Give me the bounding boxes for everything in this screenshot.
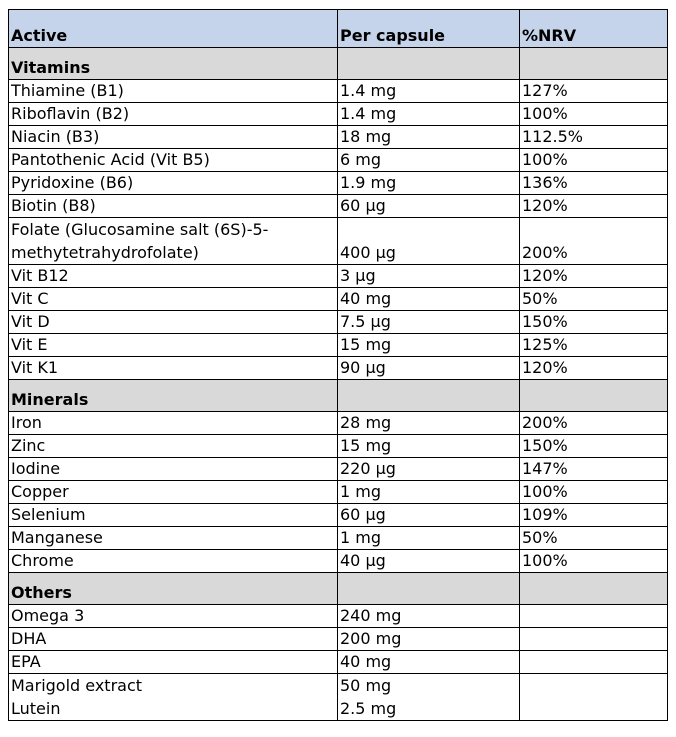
header-active: Active — [9, 10, 338, 48]
table-row — [9, 628, 668, 651]
nutrient-name: Pantothenic Acid (Vit B5) — [9, 149, 338, 172]
nutrient-amount-line: 2.5 mg — [340, 699, 397, 718]
nutrient-amount: 1.4 mg — [338, 80, 520, 103]
nutrient-nrv: 100% — [520, 550, 668, 573]
table-row — [9, 481, 668, 504]
nutrient-nrv: 125% — [520, 334, 668, 357]
nutrient-amount: 1 mg — [338, 481, 520, 504]
header-per-capsule: Per capsule — [338, 10, 520, 48]
table-row — [9, 412, 668, 435]
nutrient-nrv: 100% — [520, 103, 668, 126]
nutrient-nrv: 150% — [520, 311, 668, 334]
nutrient-name: Folate (Glucosamine salt (6S)-5-methytetrahydrofolate) — [9, 218, 338, 265]
table-row — [9, 674, 668, 721]
nutrient-amount: 220 µg — [338, 458, 520, 481]
nutrient-nrv — [520, 628, 668, 651]
nutrient-name: Vit E — [9, 334, 338, 357]
nutrient-name: Copper — [9, 481, 338, 504]
nutrient-name: Vit D — [9, 311, 338, 334]
nutrient-nrv: 112.5% — [520, 126, 668, 149]
section-minerals — [9, 380, 668, 412]
nutrient-amount: 28 mg — [338, 412, 520, 435]
header-nrv: %NRV — [520, 10, 668, 48]
nutrient-nrv: 50% — [520, 288, 668, 311]
nutrient-amount: 1.4 mg — [338, 103, 520, 126]
nutrient-amount: 60 µg — [338, 504, 520, 527]
nutrient-amount: 6 mg — [338, 149, 520, 172]
nutrient-name: Vit B12 — [9, 265, 338, 288]
table-row — [9, 195, 668, 218]
table-row — [9, 357, 668, 380]
nutrient-amount: 18 mg — [338, 126, 520, 149]
nutrient-nrv: 120% — [520, 265, 668, 288]
nutrient-name-line: Lutein — [11, 699, 61, 718]
section-vitamins — [9, 48, 668, 80]
nutrient-amount-line: 50 mg — [340, 676, 392, 695]
nutrient-nrv: 100% — [520, 149, 668, 172]
nutrient-name: Omega 3 — [9, 605, 338, 628]
section-title: Minerals — [9, 380, 338, 412]
nutrient-amount: 200 mg — [338, 628, 520, 651]
nutrient-nrv — [520, 674, 668, 721]
nutrient-name: Vit K1 — [9, 357, 338, 380]
nutrient-name-line: Marigold extract — [11, 676, 143, 695]
nutrient-name: Chrome — [9, 550, 338, 573]
nutrient-nrv: 109% — [520, 504, 668, 527]
nutrient-nrv — [520, 651, 668, 674]
table-row — [9, 126, 668, 149]
nutrient-name: Manganese — [9, 527, 338, 550]
table-row — [9, 103, 668, 126]
table-row — [9, 435, 668, 458]
nutrient-amount: 7.5 µg — [338, 311, 520, 334]
table-row — [9, 334, 668, 357]
table-row — [9, 265, 668, 288]
nutrient-amount: 1 mg — [338, 527, 520, 550]
nutrient-nrv: 100% — [520, 481, 668, 504]
nutrient-amount: 15 mg — [338, 435, 520, 458]
nutrient-name: Niacin (B3) — [9, 126, 338, 149]
nutrient-amount — [338, 674, 520, 721]
nutrient-name: Pyridoxine (B6) — [9, 172, 338, 195]
nutrient-name: Vit C — [9, 288, 338, 311]
nutrient-name: Zinc — [9, 435, 338, 458]
nutrient-nrv: 120% — [520, 195, 668, 218]
table-row — [9, 311, 668, 334]
nutrient-name: Iodine — [9, 458, 338, 481]
nutrient-amount: 40 mg — [338, 651, 520, 674]
nutrient-name: DHA — [9, 628, 338, 651]
nutrient-name: Iron — [9, 412, 338, 435]
table-row — [9, 218, 668, 265]
nutrient-name: EPA — [9, 651, 338, 674]
nutrient-name — [9, 674, 338, 721]
table-row — [9, 504, 668, 527]
nutrient-nrv: 200% — [520, 218, 668, 265]
nutrient-name: Biotin (B8) — [9, 195, 338, 218]
table-row — [9, 550, 668, 573]
nutrient-amount: 15 mg — [338, 334, 520, 357]
section-title: Vitamins — [9, 48, 338, 80]
table-row — [9, 172, 668, 195]
nutrient-table — [8, 9, 668, 721]
section-title: Others — [9, 573, 338, 605]
nutrient-nrv: 200% — [520, 412, 668, 435]
nutrient-nrv: 120% — [520, 357, 668, 380]
table-row — [9, 605, 668, 628]
table-row — [9, 288, 668, 311]
nutrient-amount: 400 µg — [338, 218, 520, 265]
nutrient-amount: 40 mg — [338, 288, 520, 311]
nutrient-name: Thiamine (B1) — [9, 80, 338, 103]
section-others — [9, 573, 668, 605]
nutrient-nrv: 147% — [520, 458, 668, 481]
nutrient-nrv: 150% — [520, 435, 668, 458]
nutrient-nrv: 136% — [520, 172, 668, 195]
table-header-row — [9, 10, 668, 48]
table-row — [9, 149, 668, 172]
nutrient-amount: 40 µg — [338, 550, 520, 573]
nutrient-amount: 90 µg — [338, 357, 520, 380]
table-row — [9, 651, 668, 674]
table-row — [9, 80, 668, 103]
nutrient-amount: 240 mg — [338, 605, 520, 628]
nutrient-nrv: 50% — [520, 527, 668, 550]
table-row — [9, 458, 668, 481]
nutrient-name: Selenium — [9, 504, 338, 527]
nutrient-nrv — [520, 605, 668, 628]
nutrient-amount: 3 µg — [338, 265, 520, 288]
nutrient-nrv: 127% — [520, 80, 668, 103]
nutrient-name: Riboflavin (B2) — [9, 103, 338, 126]
nutrient-amount: 1.9 mg — [338, 172, 520, 195]
table-row — [9, 527, 668, 550]
nutrient-amount: 60 µg — [338, 195, 520, 218]
